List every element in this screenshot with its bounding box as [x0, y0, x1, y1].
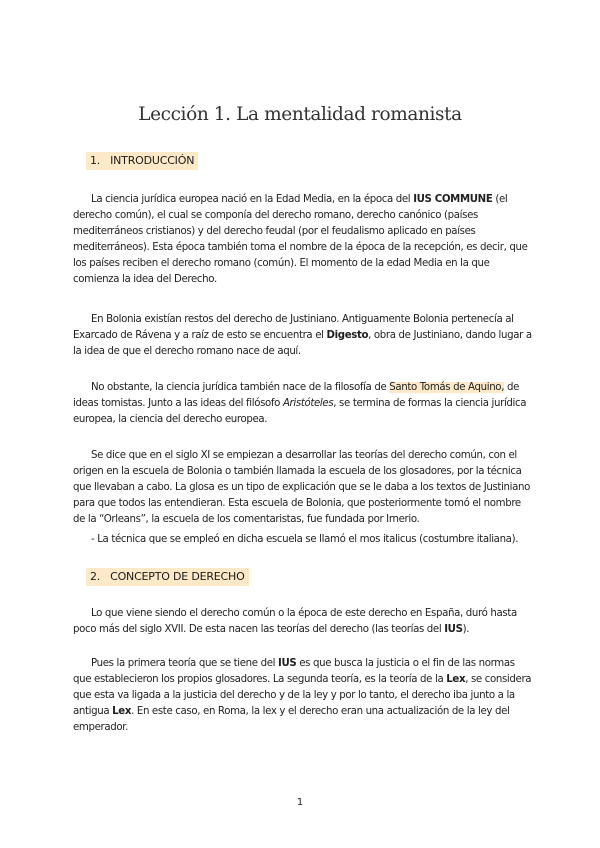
text-run: , se considera que esta va ligada a la justicia del derecho y de la ley y por lo tanto, el derecho iba junto a la antigua — [73, 674, 532, 717]
paragraph-derecho-comun-espana — [73, 606, 533, 638]
term-ius-commune: IUS COMMUNE — [413, 194, 493, 205]
paragraph-siglo-xi — [73, 448, 533, 528]
section-heading-introduccion — [86, 152, 198, 170]
term-aristoteles: Aristóteles — [282, 398, 334, 409]
text-run: La ciencia jurídica europea nació en la Edad Media, en la época del — [91, 194, 414, 205]
page-number: 1 — [296, 797, 304, 808]
term-ius: IUS — [278, 658, 297, 669]
section-label: INTRODUCCIÓN — [110, 154, 195, 167]
paragraph-santo-tomas — [73, 380, 533, 428]
paragraph-ius-commune — [73, 192, 533, 288]
text-run: En Bolonia existían restos del derecho de Justiniano. Antiguamente Bolonia pertenecía al Exarcado de Rávena y a raíz de esto se encuentra el — [73, 314, 514, 341]
section-heading-concepto-derecho — [86, 568, 249, 586]
text-run: Pues la primera teoría que se tiene del — [91, 658, 278, 669]
bullet-mos-italicus: - La técnica que se empleó en dicha escuela se llamó el mos italicus (costumbre italiana). — [91, 534, 519, 545]
text-run: (el derecho común), el cual se componía del derecho romano, derecho canónico (países mediterráneos cristianos) y del derecho feudal (por el feudalismo aplicado en países mediterráneos). Esta época también toma el nombre de la época de la recepción, es decir, que los países reciben el derecho romano (común). El momento de la edad Media en la que comienza la idea del Derecho. — [73, 194, 528, 285]
text-run: ). — [462, 624, 470, 635]
highlight-santo-tomas: Santo Tomás de Aquino, — [389, 382, 505, 393]
text-run: Lo que viene siendo el derecho común o la época de este derecho en España, duró hasta poco más del siglo XVII. De esta nacen las teorías del derecho (las teorías del — [73, 608, 517, 635]
lesson-title: Lección 1. La mentalidad romanista — [138, 104, 462, 125]
text-run: , se termina de formas la ciencia jurídica europea, la ciencia del derecho europea. — [73, 398, 527, 425]
text-run: Se dice que en el siglo XI se empiezan a desarrollar las teorías del derecho común, con el origen en la escuela de Bolonia o también llamada la escuela de los glosadores, por la técnica que llevaban a cabo. La glosa es un tipo de explicación que se le daba a los textos de Justiniano para que todos las entendieran. Esta escuela de Bolonia, que posteriormente tomó el nombre de la “Orleans”, la escuela de los comentaristas, fue fundada por Irnerio. — [73, 450, 531, 525]
term-ius: IUS — [444, 624, 463, 635]
text-run: de ideas tomistas. Junto a las ideas del filósofo — [73, 382, 520, 409]
text-run: . En este caso, en Roma, la lex y el derecho eran una actualización de la ley del emperador. — [73, 706, 510, 733]
text-run: , obra de Justiniano, dando lugar a la idea de que el derecho romano nace de aquí. — [73, 330, 532, 357]
term-lex: Lex — [446, 674, 466, 685]
paragraph-teorias-ius — [73, 656, 533, 736]
text-run: No obstante, la ciencia jurídica también nace de la filosofía de — [91, 382, 390, 393]
paragraph-bolonia — [73, 312, 533, 360]
section-number: 2. — [90, 570, 101, 583]
section-label: CONCEPTO DE DERECHO — [110, 570, 245, 583]
text-run: es que busca la justicia o el fin de las normas que establecieron los propios glosadores. La segunda teoría, es la teoría de la — [73, 658, 515, 685]
section-number: 1. — [90, 154, 101, 167]
term-digesto: Digesto — [326, 330, 369, 341]
term-lex: Lex — [112, 706, 132, 717]
